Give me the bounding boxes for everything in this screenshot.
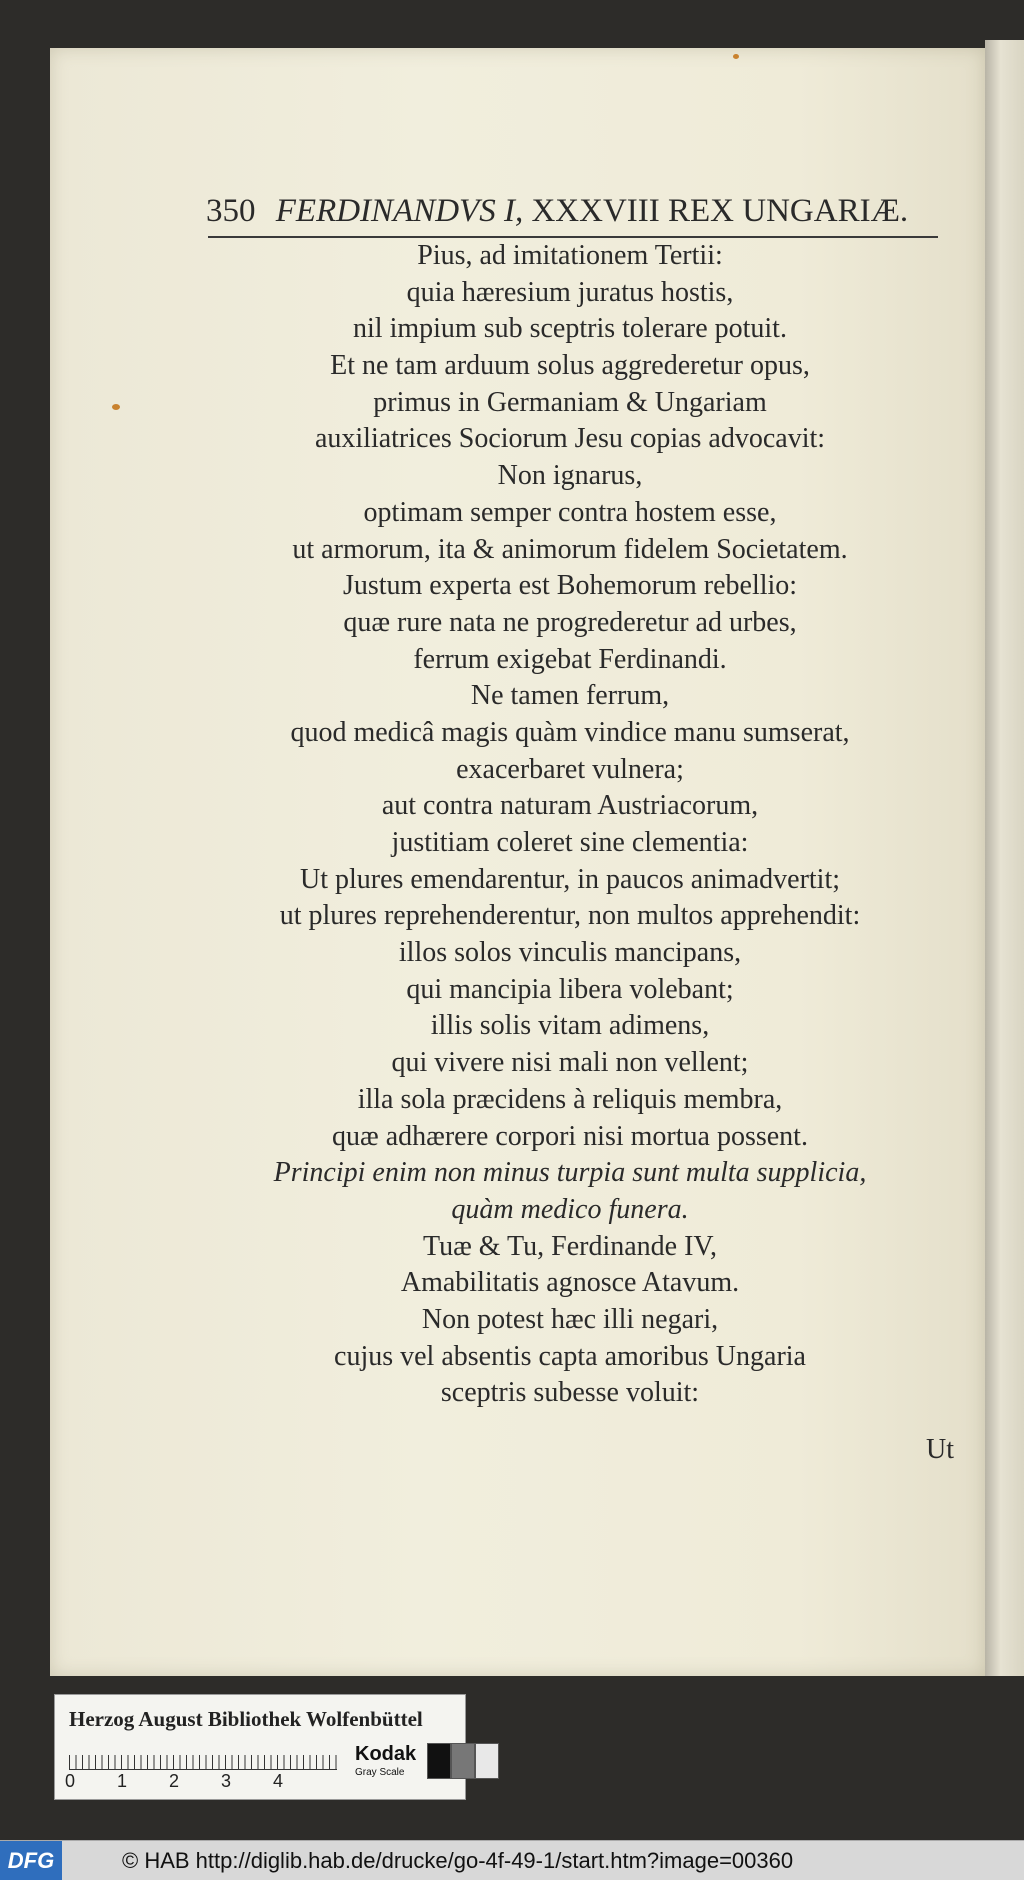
- ruler-number: 0: [65, 1771, 76, 1791]
- ruler-number: 2: [169, 1771, 180, 1791]
- text-line: qui vivere nisi mali non vellent;: [391, 1047, 749, 1079]
- dfg-logo[interactable]: DFG: [0, 1841, 62, 1880]
- library-name: Herzog August Bibliothek Wolfenbüttel: [69, 1707, 423, 1731]
- text-line: aut contra naturam Austriacorum,: [381, 790, 759, 822]
- text-line: Principi enim non minus turpia sunt multa supplicia,: [273, 1157, 867, 1189]
- text-line: nil impium sub sceptris tolerare potuit.: [353, 313, 787, 345]
- text-line: Ut plures emendarentur, in paucos animadvertit;: [299, 863, 841, 895]
- text-line: Non potest hæc illi negari,: [421, 1303, 719, 1335]
- text-line: Justum experta est Bohemorum rebellio:: [342, 570, 798, 602]
- running-head: [206, 193, 926, 233]
- text-line: Tuæ & Tu, Ferdinande IV,: [422, 1230, 718, 1262]
- swatch-gray: [451, 1743, 475, 1779]
- text-line: cujus vel absentis capta amoribus Ungaria: [334, 1340, 806, 1372]
- paper-speck: [733, 54, 739, 59]
- text-line: quia hæresium juratus hostis,: [406, 276, 734, 308]
- swatch-white: [475, 1743, 499, 1779]
- text-line: qui mancipia libera volebant;: [406, 973, 734, 1005]
- ruler-number: 4: [273, 1771, 284, 1791]
- ruler-numbers: [65, 1771, 345, 1793]
- next-page-edge: [985, 40, 1024, 1676]
- text-line: quod medicâ magis quàm vindice manu sumserat,: [290, 716, 850, 748]
- running-head-name: FERDINANDVS I,: [275, 193, 524, 229]
- text-line: auxiliatrices Sociorum Jesu copias advocavit:: [314, 423, 826, 455]
- text-line: Amabilitatis agnosce Atavum.: [400, 1267, 740, 1299]
- text-line: quæ adhærere corpori nisi mortua possent.: [332, 1120, 808, 1152]
- gray-scale-label: Gray Scale: [355, 1767, 405, 1778]
- text-line: illos solos vinculis mancipans,: [398, 937, 742, 969]
- text-line: Ne tamen ferrum,: [470, 680, 670, 712]
- text-line: illis solis vitam adimens,: [430, 1010, 710, 1042]
- page-text: [200, 238, 940, 1412]
- text-line: sceptris subesse voluit:: [440, 1377, 700, 1409]
- running-head-title: XXXVIII REX UNGARIÆ.: [531, 193, 909, 229]
- color-calibration-card: [54, 1694, 466, 1800]
- text-line: ferrum exigebat Ferdinandi.: [413, 643, 727, 675]
- catchword: Ut: [926, 1434, 954, 1465]
- text-line: ut plures reprehenderentur, non multos apprehendit:: [279, 900, 861, 932]
- gray-swatches: [427, 1743, 499, 1779]
- ruler-number: 3: [221, 1771, 232, 1791]
- paper-speck: [112, 404, 120, 410]
- scale-ruler: [69, 1743, 337, 1770]
- text-line: ut armorum, ita & animorum fidelem Societatem.: [292, 533, 848, 565]
- text-line: optimam semper contra hostem esse,: [363, 496, 777, 528]
- text-line: quæ rure nata ne progrederetur ad urbes,: [343, 606, 797, 638]
- text-line: justitiam coleret sine clementia:: [391, 827, 749, 858]
- ruler-number: 1: [117, 1771, 128, 1791]
- footer-bar: [0, 1840, 1024, 1880]
- text-line: illa sola præcidens à reliquis membra,: [357, 1083, 783, 1115]
- swatch-black: [427, 1743, 451, 1779]
- kodak-logo: Kodak: [355, 1743, 417, 1765]
- page-number: 350: [206, 193, 256, 229]
- text-line: quàm medico funera.: [451, 1193, 689, 1225]
- text-line: Et ne tam arduum solus aggrederetur opus,: [330, 350, 810, 382]
- source-credit-link[interactable]: © HAB http://diglib.hab.de/drucke/go-4f-49-1/start.htm?image=00360: [122, 1848, 794, 1873]
- text-line: Pius, ad imitationem Tertii:: [417, 240, 723, 271]
- text-line: exacerbaret vulnera;: [456, 753, 684, 785]
- text-line: Non ignarus,: [497, 460, 643, 492]
- text-line: primus in Germaniam & Ungariam: [373, 386, 767, 418]
